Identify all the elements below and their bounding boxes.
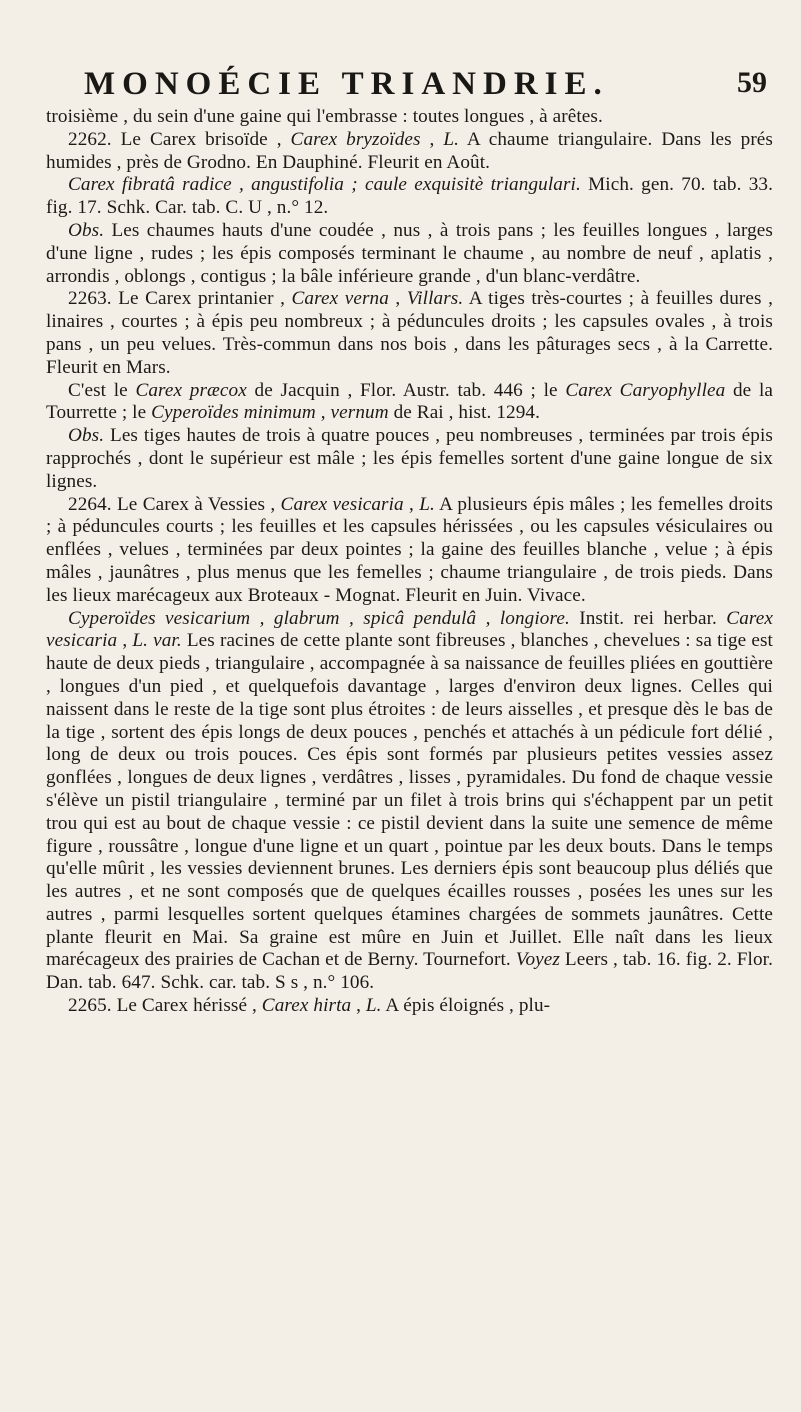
text-run: Instit. rei herbar. [569,607,727,629]
text-run: de Rai , hist. 1294. [388,402,541,424]
text-run: , [403,493,420,515]
italic-run: L. [419,493,435,515]
entry-2265 [46,995,773,1018]
italic-run: Carex Caryophyllea [565,379,726,401]
italic-run: Cyperoïdes vesicarium , glabrum , spicâ pendulâ , longiore. [68,607,570,629]
observation-2263 [46,425,773,493]
italic-run: Cyperoïdes minimum [151,402,316,424]
italic-run: Carex præcox [135,379,247,401]
entry-2264 [46,494,773,608]
synonym-2262 [46,174,773,220]
italic-run: Carex bryzoïdes [290,128,421,150]
text-run: , [420,128,444,150]
text-run: , [388,288,407,310]
text-run: de la Tourrette ; le [46,379,773,424]
text-run: C'est le [68,379,136,401]
italic-run: Villars. [406,288,464,310]
italic-run: L. var. [132,630,182,652]
italic-run: Obs. [68,219,105,241]
text-run: de Jacquin , Flor. Austr. tab. 446 ; le [246,379,566,401]
italic-run: L. [443,128,460,150]
text-run: A plusieurs épis mâles ; les femelles droits ; à péduncules courts ; les feuilles et les capsules hérissées , ou les capsules vésiculaires ou enflées , velues , terminées par deux pointes ; la gaine des feuilles blanche , velue ; à épis mâles , jaunâtres , plus menus que les femelles ; chaume triangulaire , de trois pieds. Dans les lieux marécageux aux Broteaux - Mognat. Fleurit en Juin. Vivace. [46,493,773,606]
page-number: 59 [737,66,767,99]
entry-2263 [46,288,773,379]
text-run: 2265. Le Carex hérissé , [68,995,262,1017]
running-head: MONOÉCIE TRIANDRIE. [84,66,609,102]
text-run: Mich. gen. 70. tab. 33. fig. 17. Schk. Car. tab. C. U , n.° 12. [46,174,773,219]
text-run: A tiges très-courtes ; à feuilles dures , linaires , courtes ; à épis peu nombreux ; à péduncules droits ; les capsules ovales , à trois pans , un peu velues. Très-commun dans nos bois , dans les pâturages secs , à la Carrette. Fleurit en Mars. [46,288,774,378]
italic-run: Obs. [68,425,105,447]
page-header [46,66,773,106]
entry-2262 [46,129,773,175]
italic-run: Carex fibratâ radice , angustifolia ; caule exquisitè triangulari. [68,174,581,196]
text-run: Les racines de cette plante sont fibreuses , blanches , chevelues : sa tige est haute de deux pieds , triangulaire , accompagnée à sa naissance de feuilles pliées en gouttière , longues d'un pied , et quelquefois davantage , larges d'environ deux lignes. Celles qui naissent dans le reste de la tige sont plus étroites : de leurs aisselles , et presque dès le bas de la tige , sortent des épis longs de deux pouces , penchés et attachés à un pédicule fort délié , long de deux ou trois pouces. Ces épis sont formés par plusieurs petites vessies assez gonflées , longues de deux lignes , verdâtres , lisses , pyramidales. Du fond de chaque vessie s'élève un pistil triangulaire , terminé par un filet à trois brins qui s'échappent par un petit trou qui est au bout de chaque vessie : ce pistil devient dans la suite une semence de même figure , roussâtre , longue d'une ligne et un quart , pointue par les deux bouts. Dans le temps qu'elle mûrit , les vessies deviennent brunes. Les derniers épis sont beaucoup plus déliés que les autres , et ne sont composés que de quelques écailles rousses , posées les unes sur les autres , parmi lesquelles sortent quelques étamines chargées de sommets jaunâtres. Cette plante fleurit en Mai. Sa graine est mûre en Juin et Juillet. Elle naît dans les lieux marécageux des prairies de Cachan et de Berny. Tournefort. [46,630,773,971]
text-run: , [351,995,366,1017]
description-2264 [46,608,773,996]
italic-run: Carex verna [291,288,389,310]
text-run: Leers , tab. 16. fig. 2. Flor. Dan. tab. 647. Schk. car. tab. S s , n.° 106. [46,949,773,994]
italic-run: L. [365,995,382,1017]
italic-run: vernum [330,402,389,424]
text-run: troisième , du sein d'une gaine qui l'embrasse : toutes longues , à arêtes. [46,106,603,127]
body-text [46,106,773,1018]
text-run: Les chaumes hauts d'une coudée , nus , à trois pans ; les feuilles longues , larges d'une ligne , rudes ; les épis composés terminant le chaume , au nombre de neuf , aplatis , arrondis , oblongs , contigus ; la bâle inférieure grande , d'un blanc-verdâtre. [46,219,773,287]
text-run: Les tiges hautes de trois à quatre pouces , peu nombreuses , terminées par trois épis rapprochés , dont le supérieur est mâle ; les épis femelles sortent d'une gaine longue de six lignes. [46,425,773,492]
text-run: A épis éloignés , plu- [381,995,551,1017]
italic-run: Carex hirta [261,995,352,1017]
text-run: , [117,630,133,652]
synonym-2263 [46,380,773,426]
text-run: , [315,402,331,424]
text-run: A chaume triangulaire. Dans les prés humides , près de Grodno. En Dauphiné. Fleurit en Août. [46,128,773,173]
text-run: 2263. Le Carex printanier , [68,288,292,310]
italic-run: Carex vesicaria [46,607,773,652]
italic-run: Carex vesicaria [280,493,404,515]
text-run: 2262. Le Carex brisoïde , [68,128,291,150]
text-run: 2264. Le Carex à Vessies , [68,493,281,515]
observation-2262 [46,220,773,288]
paragraph-continuation [46,106,773,129]
italic-run: Voyez [515,949,560,971]
